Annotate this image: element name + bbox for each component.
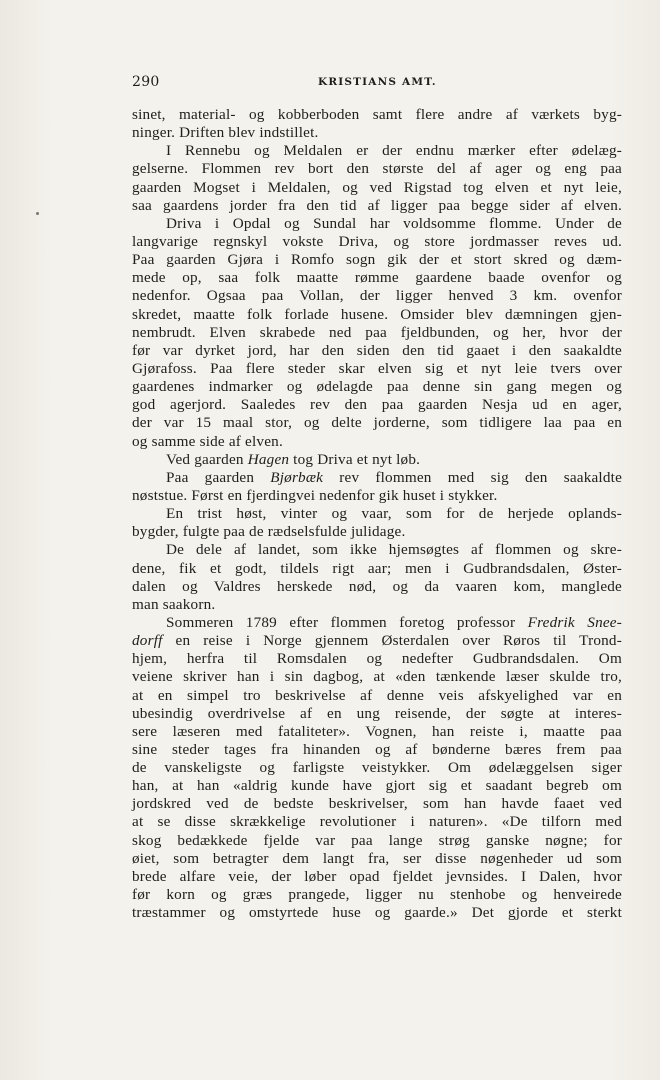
text-line: bygder, fulgte paa de rædselsfulde julidage. (132, 523, 406, 541)
text-line: saa gaardens jorder fra den tid af ligger paa begge sider af elven. (132, 196, 622, 214)
text-line: gelserne. Flommen rev bort den største del af ager og eng paa (132, 160, 622, 178)
text-line: Driva i Opdal og Sundal har voldsomme flomme. Under de (166, 214, 622, 232)
text-line: gaarden Mogset i Meldalen, og ved Rigstad tog elven et nyt leie, (132, 178, 622, 196)
text-line: langvarige regnskyl vokste Driva, og store jordmasser reves ud. (132, 232, 622, 250)
text-line: ninger. Driften blev indstillet. (132, 124, 319, 142)
text-line: Gjørafoss. Paa flere steder skar elven sig et nyt leie tvers over (132, 359, 622, 377)
text-line: dorff en reise i Norge gjennem Østerdalen over Røros til Trond- (132, 632, 622, 650)
text-line: mede op, saa folk maatte rømme gaardene baade ovenfor og (132, 269, 622, 287)
text-line: sere læseren med fataliteter». Vognen, han reiste i, maatte paa (132, 722, 622, 740)
text-line: at en simpel tro beskrivelse af denne veis afskyelighed var en (132, 686, 622, 704)
text-line: I Rennebu og Meldalen er der endnu mærker efter ødelæg- (166, 142, 622, 160)
text-line: Paa gaarden Bjørbæk rev flommen med sig den saakaldte (166, 468, 623, 486)
text-line: de vanskeligste og farligste veistykker. Om ødelæggelsen siger (132, 759, 622, 777)
text-line: han, at han «aldrig kunde have gjort sig et saadant begreb om (132, 777, 622, 795)
text-line: gaardenes indmarker og ødelagde paa denne sin gang megen og (132, 378, 622, 396)
text-line: træstammer og omstyrtede huse og gaarde.» Det gjorde et sterkt (132, 904, 622, 922)
text-line: Ved gaarden Hagen tog Driva et nyt løb. (166, 450, 421, 468)
text-line: før korn og græs prangede, ligger nu stenhobe og henveirede (132, 886, 622, 904)
page-number: 290 (132, 74, 160, 90)
text-line: man saakorn. (132, 595, 216, 613)
body-text (132, 106, 622, 922)
text-line: brede alfare veie, der løber opad fjeldet jevnsides. I Dalen, hvor (132, 867, 622, 885)
running-head: KRISTIANS AMT. (318, 76, 437, 88)
text-line: nedenfor. Ogsaa paa Vollan, der ligger henved 3 km. ovenfor (132, 287, 622, 305)
text-line: nøststue. Først en fjerdingvei nedenfor gik huset i stykker. (132, 486, 498, 504)
text-line: En trist høst, vinter og vaar, som for de herjede oplands- (166, 505, 622, 523)
text-line: Paa gaarden Gjøra i Romfo sogn gik der et stort skred og dæm- (132, 251, 622, 269)
text-line: veiene skriver han i sin dagbog, at «den tænkende læser skulde tro, (132, 668, 622, 686)
text-line: at se disse skrækkelige revolutioner i naturen». «De tilforn med (132, 813, 622, 831)
text-line: dalen og Valdres herskede nød, og da vaaren kom, manglede (132, 577, 622, 595)
page-header (132, 74, 622, 94)
text-line: nembrudt. Elven skrabede ned paa fjeldbunden, og her, hvor der (132, 323, 622, 341)
text-line: dene, fik et godt, tildels rigt aar; men i Gudbrandsdalen, Øster- (132, 559, 622, 577)
text-line: og samme side af elven. (132, 432, 283, 450)
text-line: De dele af landet, som ikke hjemsøgtes af flommen og skre- (166, 541, 622, 559)
text-line: øiet, som betragter dem langt fra, ser disse nøgenheder ud som (132, 849, 622, 867)
text-line: der var 15 maal stor, og delte jorderne, som tidligere laa paa en (132, 414, 622, 432)
text-line: skredet, maatte folk forlade husene. Omsider blev dæmningen gjen- (132, 305, 622, 323)
text-line: ubesindig overdrivelse af en ung reisende, der søgte at interes- (132, 704, 622, 722)
text-line: jordskred ved de bedste beskrivelser, som han havde faaet ved (132, 795, 622, 813)
text-line: hjem, herfra til Romsdalen og nedefter Gudbrandsdalen. Om (132, 650, 622, 668)
text-line: god agerjord. Saaledes rev den paa gaarden Nesja ud en ager, (132, 396, 622, 414)
text-line: sinet, material- og kobberboden samt flere andre af værkets byg- (132, 106, 622, 123)
text-line: før var dyrket jord, har den siden den tid gaaet i den saakaldte (132, 341, 622, 359)
text-line: skog bedækkede fjelde var paa lange strøg ganske nøgne; for (132, 831, 622, 849)
margin-mark (36, 212, 39, 215)
text-line: sine steder tages fra hinanden og af bønderne bæres frem paa (132, 740, 622, 758)
text-line: Sommeren 1789 efter flommen foretog professor Fredrik Snee- (166, 613, 623, 631)
